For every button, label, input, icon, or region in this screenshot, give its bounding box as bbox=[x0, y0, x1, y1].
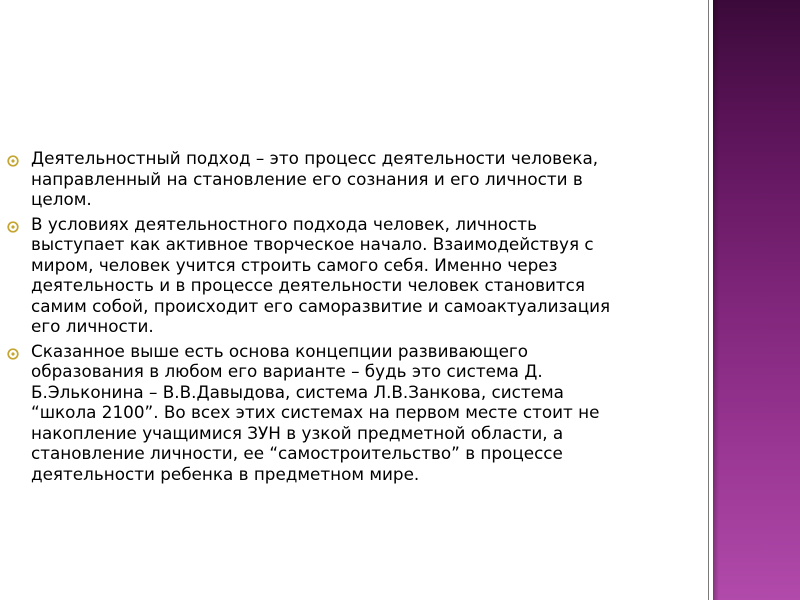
bullet-item-1 bbox=[6, 148, 626, 210]
bullet-text: Сказанное выше есть основа концепции развивающего образования в любом его варианте – будь это система Д. Б.Эльконина – В.В.Давыдова, система Л.В.Занкова, система “школа 2100”. Во всех этих системах на первом месте стоит не накопление учащимися ЗУН в узкой предметной области, а становление личности, ее “самостроительство” в процессе деятельности ребенка в предметном мире. bbox=[31, 340, 600, 484]
ring-bullet-icon bbox=[6, 152, 20, 166]
bullet-item-2 bbox=[6, 214, 626, 337]
bullet-list bbox=[6, 148, 626, 488]
decorative-side-panel bbox=[713, 0, 800, 600]
side-panel-shade bbox=[713, 0, 719, 600]
ring-bullet-icon bbox=[6, 218, 20, 232]
bullet-text: В условиях деятельностного подхода человек, личность выступает как активное творческое начало. Взаимодействуя с миром, человек учится строить самого себя. Именно через деятельность и в процессе деятельности человек становится самим собой, происходит его саморазвитие и самоактуализация его личности. bbox=[31, 213, 611, 336]
ring-bullet-icon bbox=[6, 345, 20, 359]
bullet-text: Деятельностный подход – это процесс деятельности человека, направленный на становление его сознания и его личности в целом. bbox=[31, 148, 599, 209]
bullet-item-3 bbox=[6, 341, 626, 485]
